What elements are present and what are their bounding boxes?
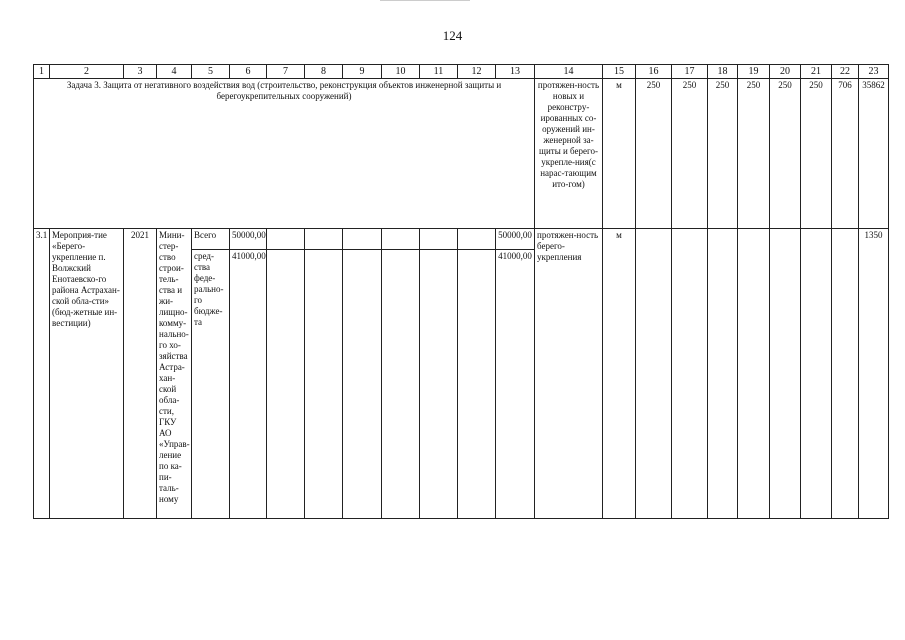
year-cell: 2021 (124, 229, 157, 519)
top-edge-line (380, 0, 470, 1)
task-title: Задача 3. Защита от негативного воздействия вод (строительство, реконструкция объектов инженерной защиты и берегоукрепительных сооружений) (34, 79, 535, 229)
task-value: 250 (801, 79, 832, 229)
empty-cell (801, 229, 832, 519)
row-unit: м (603, 229, 636, 519)
column-number: 4 (157, 65, 192, 79)
amount-federal-c13: 41000,00 (496, 250, 535, 519)
column-number-row (34, 65, 889, 79)
column-number: 7 (267, 65, 305, 79)
task-value: 250 (708, 79, 738, 229)
row-indicator: протяжен-ность берего-укрепления (535, 229, 603, 519)
amount-total-c13: 50000,00 (496, 229, 535, 250)
task-value: 706 (832, 79, 859, 229)
empty-cell (420, 250, 458, 519)
column-number: 12 (458, 65, 496, 79)
column-number: 23 (859, 65, 889, 79)
page-number: 124 (442, 28, 463, 43)
column-number: 6 (230, 65, 267, 79)
task-unit: м (603, 79, 636, 229)
column-number: 10 (382, 65, 420, 79)
amount-federal: 41000,00 (230, 250, 267, 519)
empty-cell (738, 229, 770, 519)
column-number: 13 (496, 65, 535, 79)
task-value: 35862 (859, 79, 889, 229)
empty-cell (305, 229, 343, 250)
empty-cell (636, 229, 672, 519)
measure-name: Мероприя-тие «Берего-укрепление п. Волжский Енотаевско-го района Астрахан-ской обла-сти» (бюд-жетные ин-вестиции) (50, 229, 124, 519)
program-table (33, 64, 889, 519)
source-total: Всего (192, 229, 230, 250)
task-row (34, 79, 889, 229)
column-number: 2 (50, 65, 124, 79)
column-number: 17 (672, 65, 708, 79)
row-3-1-total (34, 229, 889, 250)
empty-cell (382, 250, 420, 519)
task-value: 250 (738, 79, 770, 229)
column-number: 16 (636, 65, 672, 79)
empty-cell (458, 229, 496, 250)
empty-cell (343, 229, 382, 250)
empty-cell (770, 229, 801, 519)
task-value: 250 (672, 79, 708, 229)
empty-cell (267, 250, 305, 519)
column-number: 21 (801, 65, 832, 79)
empty-cell (305, 250, 343, 519)
column-number: 1 (34, 65, 50, 79)
row-value-c23: 1350 (859, 229, 889, 519)
empty-cell (832, 229, 859, 519)
column-number: 22 (832, 65, 859, 79)
task-indicator: протяжен-ность новых и реконстру-ированных со-оружений ин-женерной за-щиты и берего-укрепле-ния(с нарас-тающим ито-гом) (535, 79, 603, 229)
empty-cell (382, 229, 420, 250)
column-number: 11 (420, 65, 458, 79)
empty-cell (267, 229, 305, 250)
column-number: 8 (305, 65, 343, 79)
column-number: 15 (603, 65, 636, 79)
column-number: 5 (192, 65, 230, 79)
empty-cell (420, 229, 458, 250)
row-number: 3.1 (34, 229, 50, 519)
empty-cell (672, 229, 708, 519)
column-number: 20 (770, 65, 801, 79)
empty-cell (458, 250, 496, 519)
column-number: 14 (535, 65, 603, 79)
column-number: 3 (124, 65, 157, 79)
column-number: 9 (343, 65, 382, 79)
source-federal: сред-ства феде-рально-го бюдже-та (192, 250, 230, 519)
column-number: 18 (708, 65, 738, 79)
executor-cell: Мини-стер-ство строи-тель-ства и жи-лищно-комму-нально-го хо-зяйства Астра-хан-ской обла-сти, ГКУ АО «Управ-ление по ка-пи-таль-ному (157, 229, 192, 519)
task-value: 250 (770, 79, 801, 229)
empty-cell (343, 250, 382, 519)
empty-cell (708, 229, 738, 519)
task-value: 250 (636, 79, 672, 229)
amount-total: 50000,00 (230, 229, 267, 250)
column-number: 19 (738, 65, 770, 79)
